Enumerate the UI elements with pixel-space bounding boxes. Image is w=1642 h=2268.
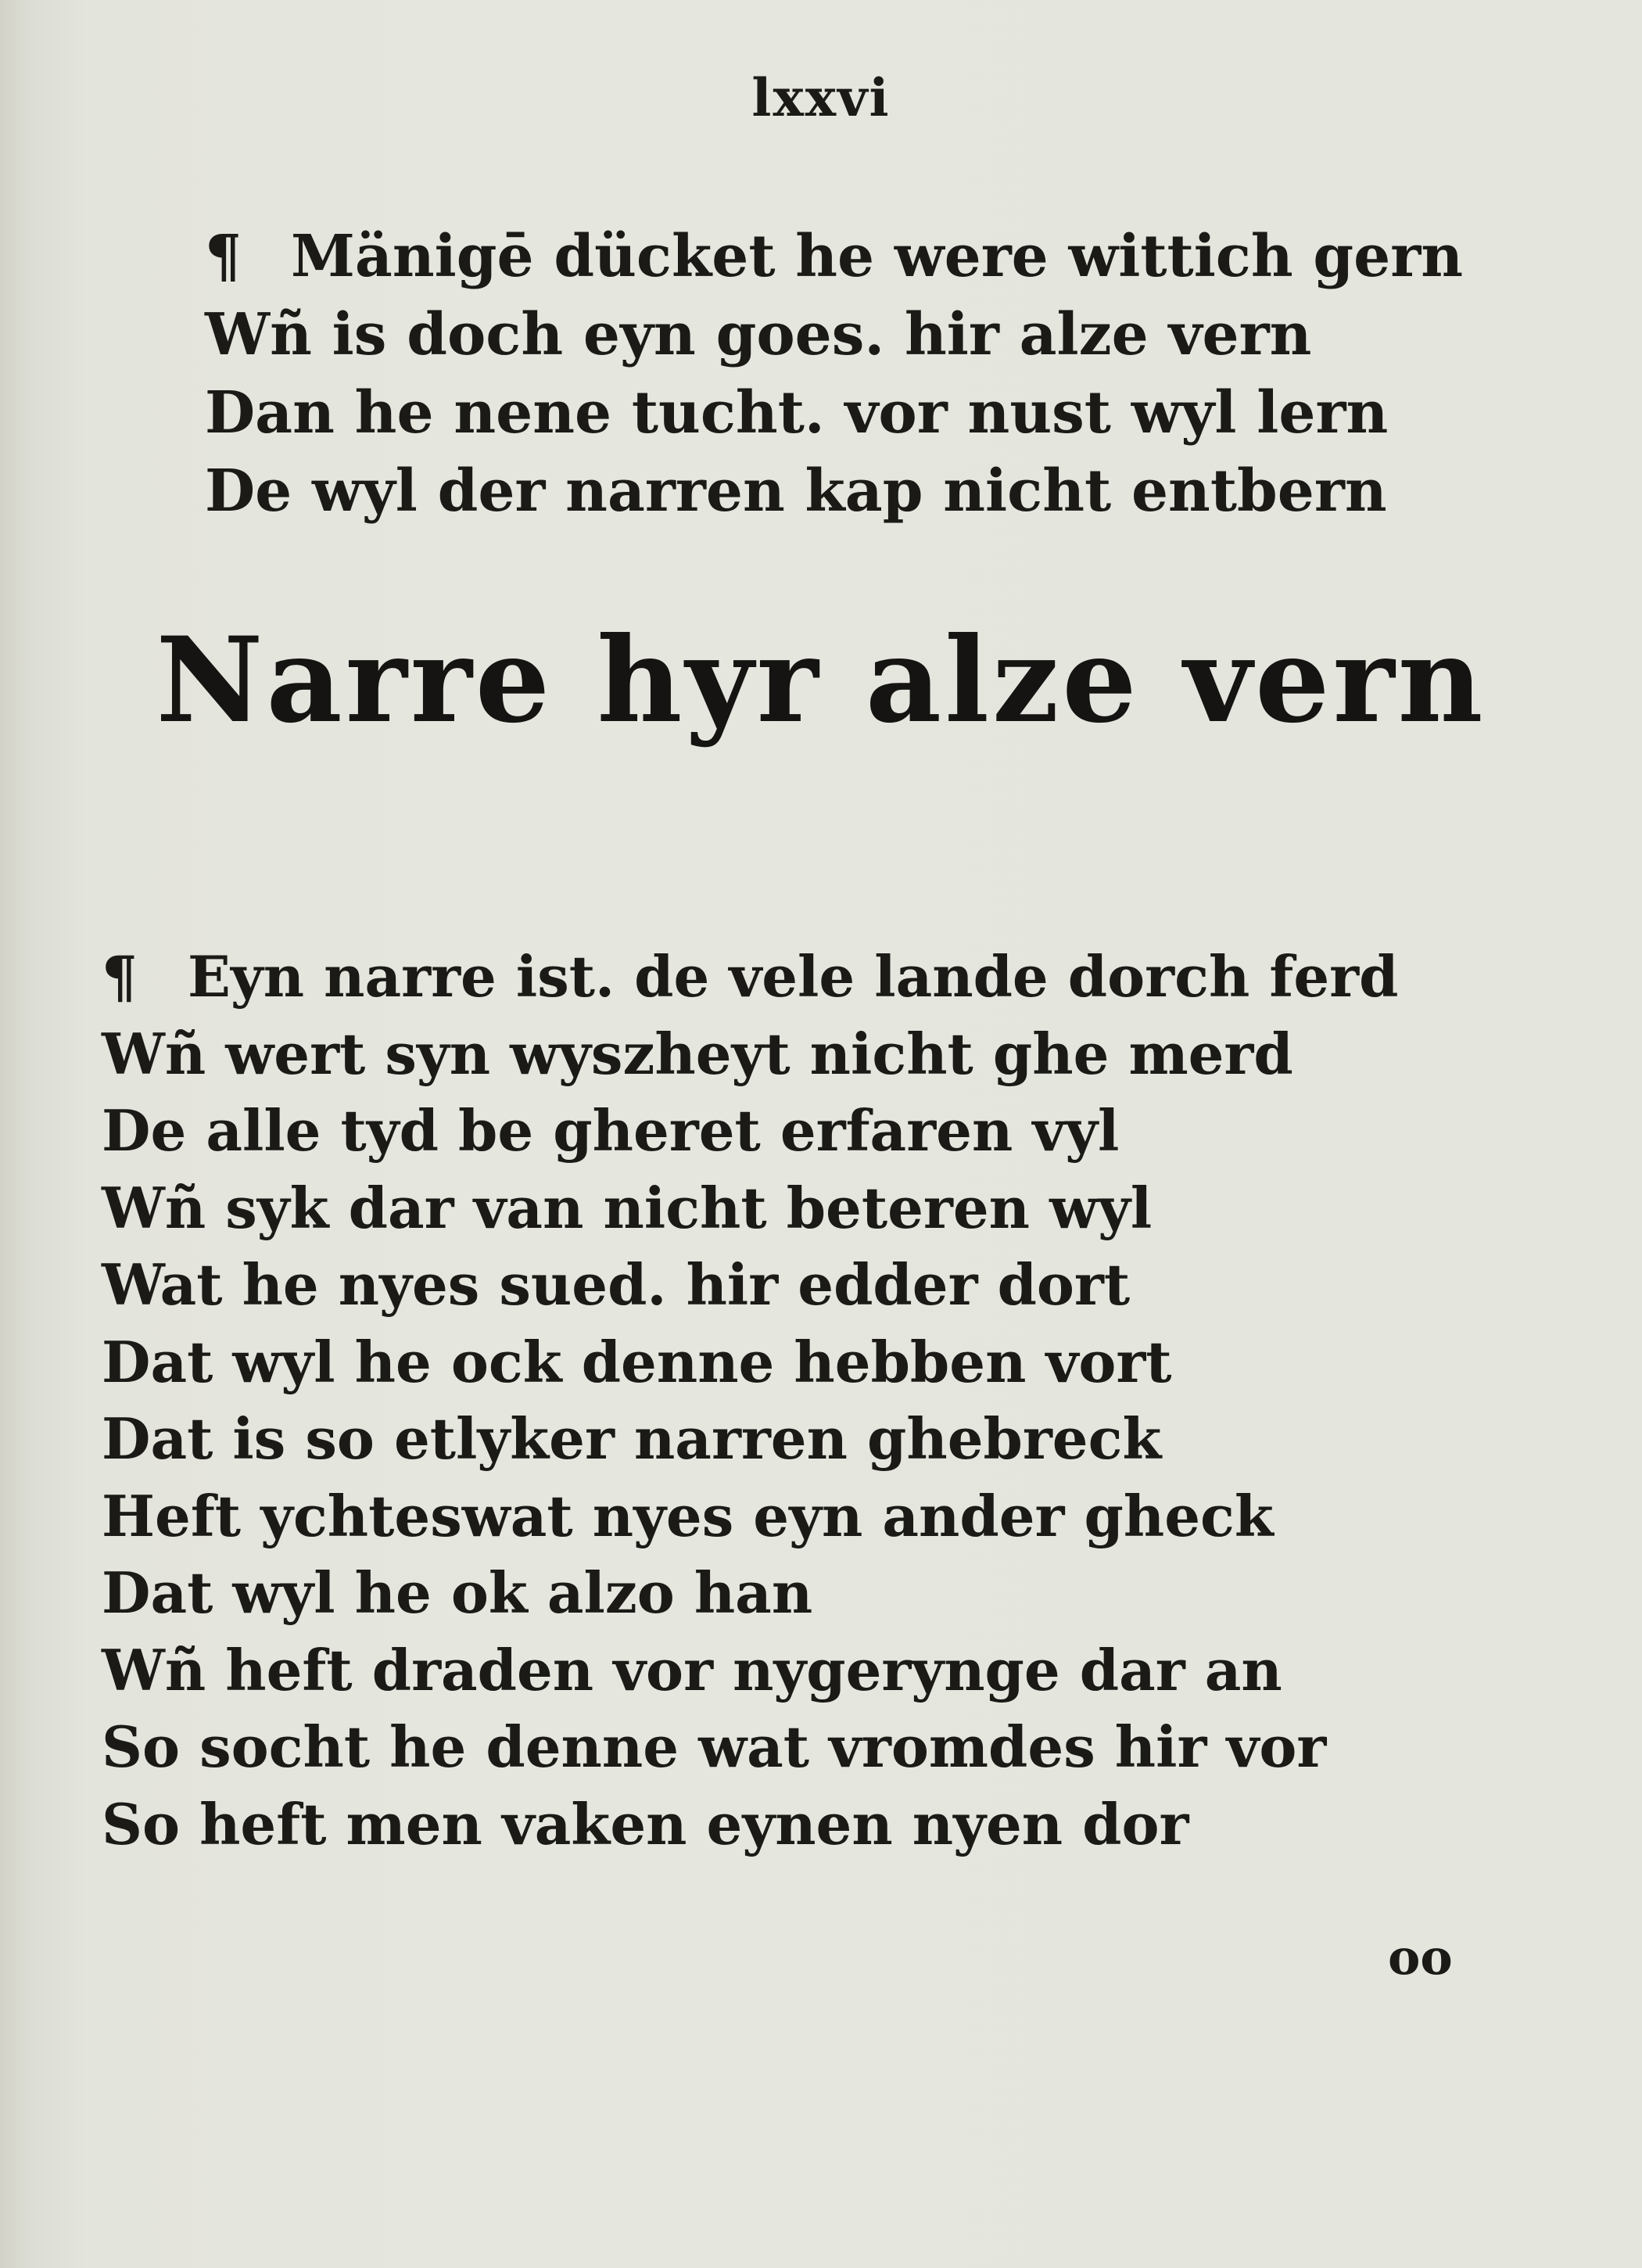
signature-mark: oo <box>1388 1929 1453 1986</box>
verse-line: Wat he nyes sued. hir edder dort <box>102 1251 1131 1318</box>
motto-stanza <box>205 217 1534 530</box>
verse-line <box>102 938 1509 1016</box>
pilcrow-icon: ¶ <box>102 943 138 1010</box>
motto-line: Dan he nene tucht. vor nust wyl lern <box>205 379 1389 447</box>
motto-line: De wyl der narren kap nicht entbern <box>205 458 1387 525</box>
verse-line: Wñ heft draden vor nygerynge dar an <box>102 1636 1282 1703</box>
verse-line: So socht he denne wat vromdes hir vor <box>102 1714 1327 1780</box>
verse-line: Wñ syk dar van nicht beteren wyl <box>102 1174 1153 1241</box>
folio-number: lxxvi <box>751 67 891 128</box>
section-title: Narre hyr alze vern <box>156 612 1486 749</box>
verse-line: Dat wyl he ok alzo han <box>102 1559 813 1626</box>
verse-line-text: Eyn narre ist. de vele lande dorch ferd <box>188 943 1399 1010</box>
motto-line: Wñ is doch eyn goes. hir alze vern <box>205 301 1312 368</box>
verse-line: Heft ychteswat nyes eyn ander gheck <box>102 1482 1274 1549</box>
verse-line: Wñ wert syn wyszheyt nicht ghe merd <box>102 1020 1293 1087</box>
verse-stanza <box>102 938 1509 1863</box>
motto-line-text: Mänigē dücket he were wittich gern <box>291 223 1464 290</box>
verse-line: De alle tyd be gheret erfaren vyl <box>102 1097 1120 1164</box>
motto-line <box>205 217 1534 296</box>
pilcrow-icon: ¶ <box>205 223 242 290</box>
verse-line: So heft men vaken eynen nyen dor <box>102 1790 1189 1857</box>
verse-line: Dat wyl he ock denne hebben vort <box>102 1328 1172 1395</box>
verse-line: Dat is so etlyker narren ghebreck <box>102 1405 1162 1472</box>
